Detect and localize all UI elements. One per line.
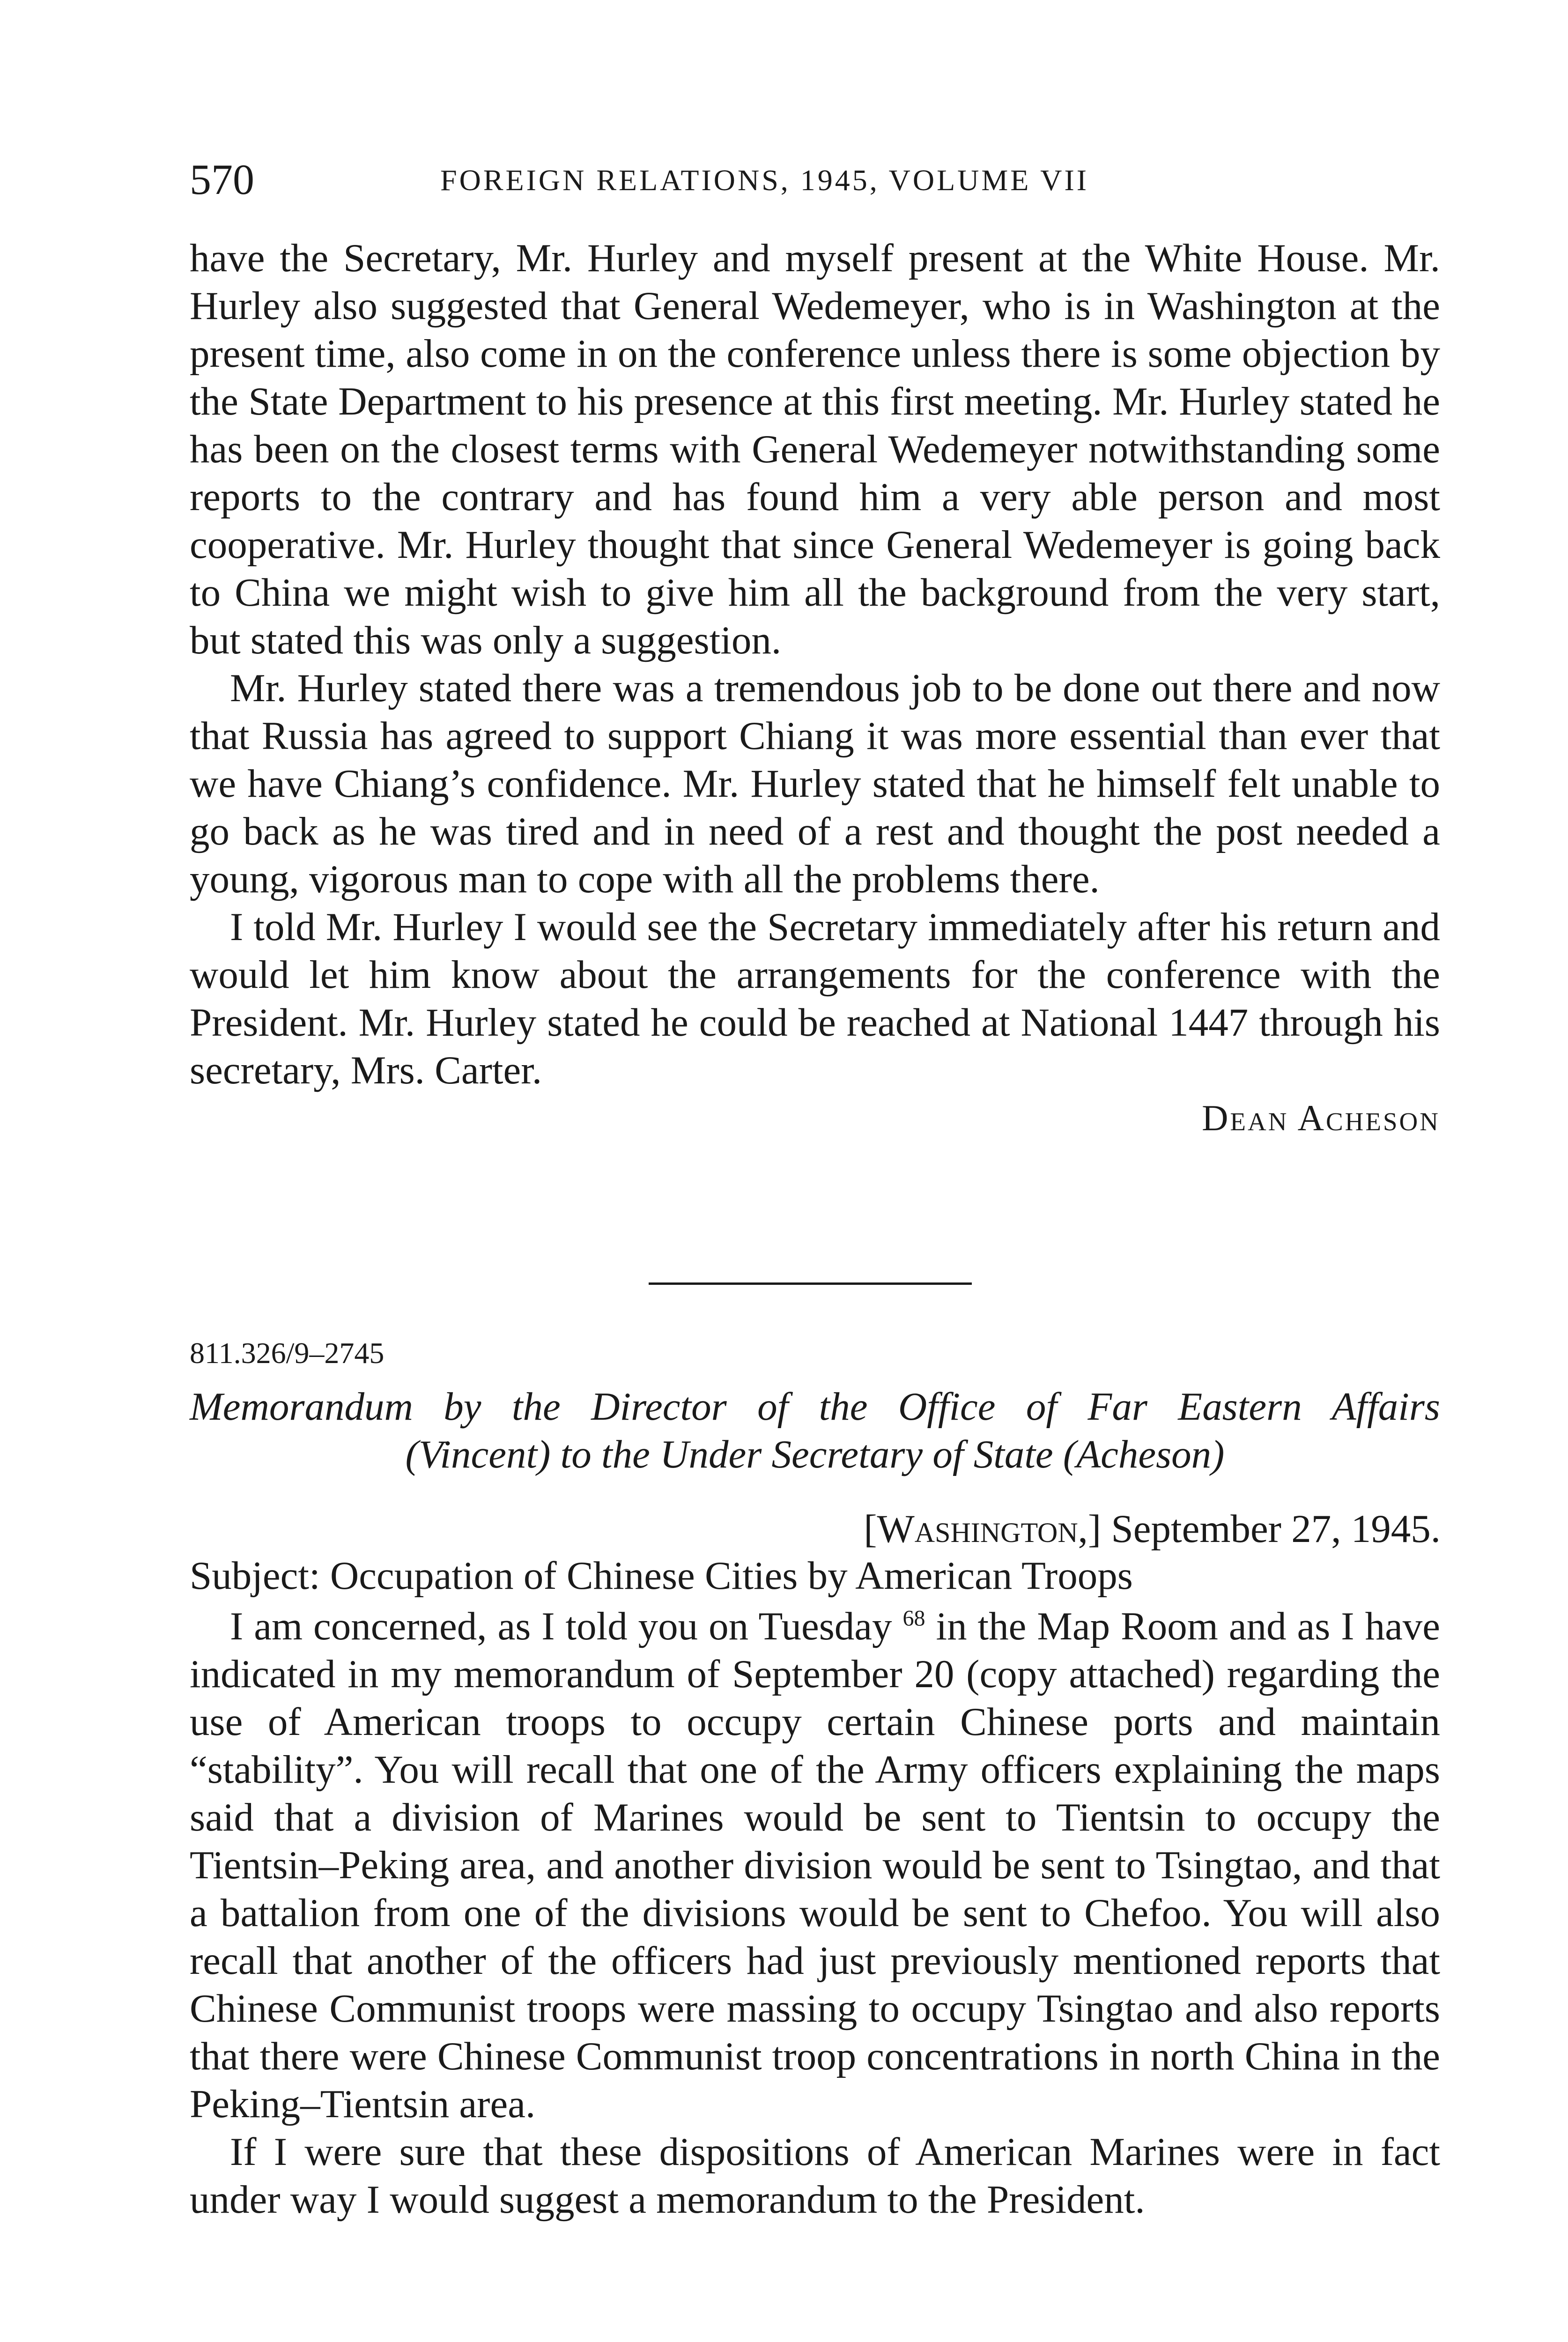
page-number: 570	[190, 156, 254, 203]
running-head: FOREIGN RELATIONS, 1945, VOLUME VII	[440, 163, 1089, 197]
signature: Dean Acheson	[1202, 1097, 1440, 1138]
memorandum-body	[190, 1602, 1440, 2223]
document-title-line: (Vincent) to the Under Secretary of State (Acheson)	[405, 1432, 1225, 1476]
footnote-reference: 68	[902, 1606, 925, 1631]
dateline-date: September 27, 1945.	[1111, 1507, 1441, 1551]
memo-text: I am concerned, as I told you on Tuesday	[230, 1604, 892, 1648]
letter-paragraph: Mr. Hurley stated there was a tremendous job to be done out there and now that Russia has agreed to support Chiang it was more essential than ever that we have Chiang’s confidence. Mr. Hurley stated that he himself felt unable to go back as he was tired and in need of a rest and thought the post needed a young, vigorous man to cope with all the problems there.	[190, 666, 1440, 901]
memo-paragraph: If I were sure that these dispositions of American Marines were in fact under way I would suggest a memorandum to the President.	[190, 2130, 1440, 2222]
letter-body	[190, 234, 1440, 1142]
section-divider	[649, 1282, 972, 1285]
page-header	[190, 155, 1445, 211]
letter-paragraph: I told Mr. Hurley I would see the Secretary immediately after his return and would let him know about the arrangements for the conference with the President. Mr. Hurley stated he could be reached at National 1447 through his secretary, Mrs. Carter.	[190, 905, 1440, 1092]
dateline	[864, 1506, 1441, 1552]
letter-paragraph: have the Secretary, Mr. Hurley and myself present at the White House. Mr. Hurley also suggested that General Wedemeyer, who is in Washington at the present time, also come in on the conference unless there is some objection by the State Department to his presence at this first meeting. Mr. Hurley stated he has been on the closest terms with General Wedemeyer notwithstanding some reports to the contrary and has found him a very able person and most cooperative. Mr. Hurley thought that since General Wedemeyer is going back to China we might wish to give him all the background from the very start, but stated this was only a suggestion.	[190, 236, 1440, 662]
subject-line: Subject: Occupation of Chinese Cities by American Troops	[190, 1554, 1133, 1598]
document-title-line: Memorandum by the Director of the Office of Far Eastern Affairs	[190, 1385, 1440, 1429]
dateline-place: [Washington,]	[864, 1507, 1102, 1551]
file-number: 811.326/9–2745	[190, 1336, 385, 1370]
memo-text: in the Map Room and as I have indicated in my memorandum of September 20 (copy attached) regarding the use of American troops to occupy certain Chinese ports and maintain “stability”. You will recall that one of the Army officers explaining the maps said that a division of Marines would be sent to Tientsin to occupy the Tientsin–Peking area, and another division would be sent to Tsingtao, and that a battalion from one of the divisions would be sent to Chefoo. You will also recall that another of the officers had just previously mentioned reports that Chinese Communist troops were massing to occupy Tsingtao and also reports that there were Chinese Communist troop concentrations in north China in the Peking–Tientsin area.	[190, 1604, 1441, 2126]
document-title	[190, 1383, 1440, 1478]
memo-paragraph	[190, 1602, 1440, 2128]
